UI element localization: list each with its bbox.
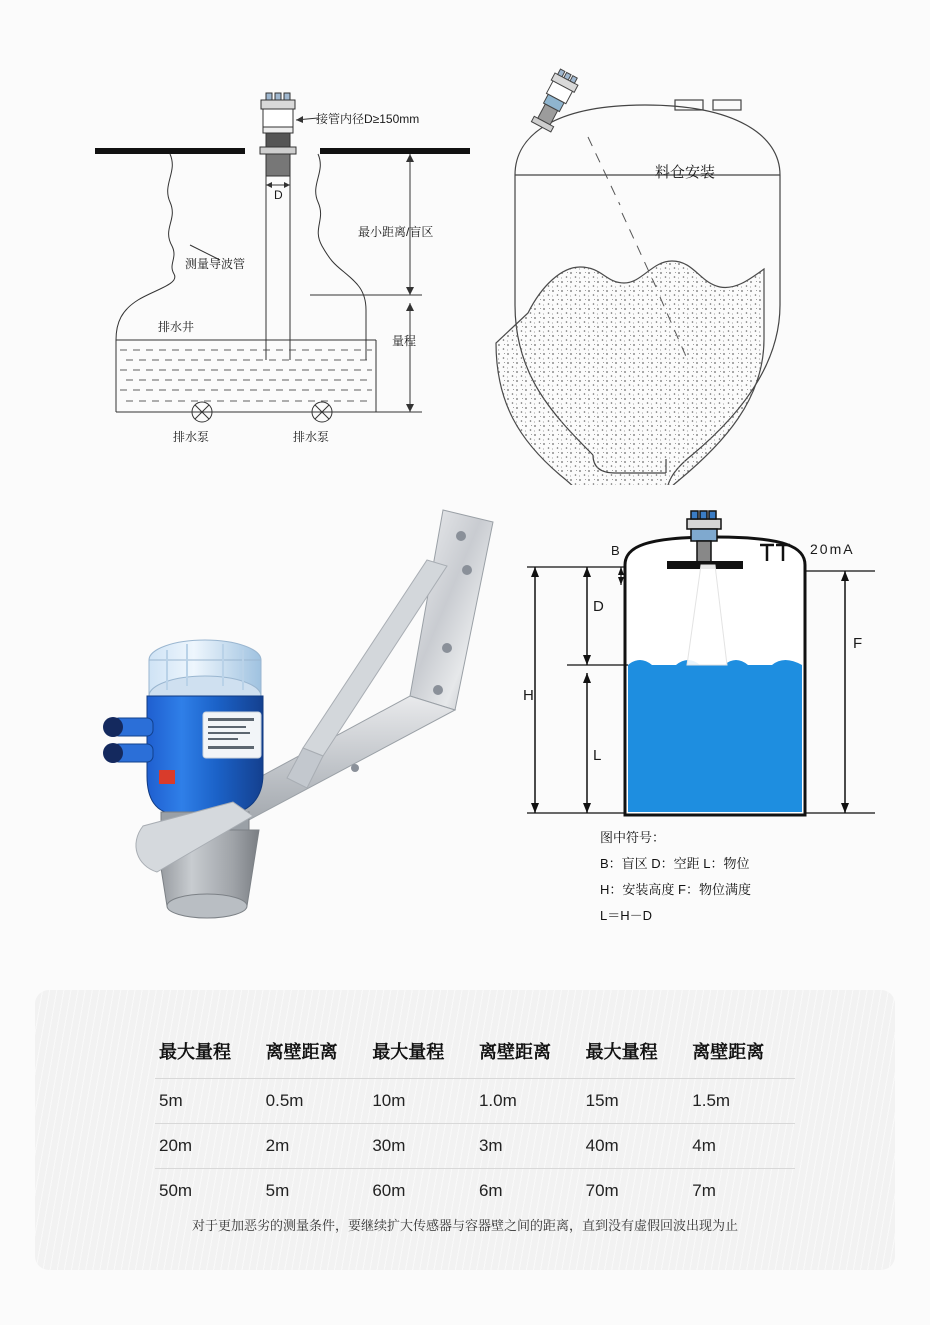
- table-footnote: 对于更加恶劣的测量条件，要继续扩大传感器与容器壁之间的距离，直到没有虚假回波出现为止: [191, 1218, 738, 1233]
- well-pump-right-label: 排水泵: [293, 430, 330, 444]
- legend-line-2: H：安装高度 F：物位满度: [600, 882, 751, 897]
- table-header-cell: 最大量程: [372, 1042, 445, 1062]
- tank-current-label: 20mA: [810, 541, 855, 557]
- figure-drainage-well: [70, 60, 490, 480]
- table-cell: 2m: [262, 1124, 369, 1169]
- spec-table-card: [35, 990, 895, 1270]
- well-guide-tube-label: 测量导波管: [185, 257, 246, 271]
- silo-title-label: 料仓安装: [655, 164, 716, 181]
- table-header-cell: 离壁距离: [265, 1042, 338, 1062]
- table-cell: 4m: [688, 1124, 795, 1169]
- well-name-label: 排水井: [158, 320, 195, 334]
- tank-b-label: B: [611, 543, 620, 558]
- figure-silo-installation: [470, 55, 900, 485]
- legend-line-3: L＝H－D: [600, 908, 653, 923]
- table-cell: 60m: [368, 1169, 475, 1214]
- table-header-cell: 最大量程: [159, 1042, 231, 1062]
- table-cell: 40m: [582, 1124, 689, 1169]
- legend-title: 图中符号：: [600, 830, 666, 845]
- table-cell: 0.5m: [262, 1079, 369, 1124]
- tank-d-label: D: [593, 598, 604, 615]
- table-row: [155, 1079, 795, 1124]
- table-cell: 5m: [262, 1169, 369, 1214]
- table-cell: 10m: [368, 1079, 475, 1124]
- table-header-row: [155, 1030, 795, 1079]
- table-cell: 20m: [155, 1124, 262, 1169]
- tank-f-label: F: [853, 635, 863, 652]
- tank-l-label: L: [593, 747, 602, 764]
- table-cell: 70m: [582, 1169, 689, 1214]
- table-cell: 5m: [155, 1079, 262, 1124]
- table-header-cell: 离壁距离: [478, 1042, 551, 1062]
- well-pipe-diameter-label: 接管内径D≥150mm: [316, 112, 420, 126]
- well-range-label: 量程: [392, 334, 417, 348]
- range-distance-table: [155, 1030, 795, 1213]
- table-cell: 1.0m: [475, 1079, 582, 1124]
- table-cell: 6m: [475, 1169, 582, 1214]
- well-dim-d-label: D: [274, 188, 283, 202]
- table-cell: 50m: [155, 1169, 262, 1214]
- table-cell: 3m: [475, 1124, 582, 1169]
- well-pump-left-label: 排水泵: [173, 430, 210, 444]
- table-cell: 7m: [688, 1169, 795, 1214]
- table-row: [155, 1169, 795, 1214]
- table-cell: 15m: [582, 1079, 689, 1124]
- table-cell: 1.5m: [688, 1079, 795, 1124]
- table-header-cell: 最大量程: [585, 1042, 658, 1062]
- well-blind-zone-label: 最小距离/盲区: [358, 225, 434, 239]
- table-cell: 30m: [368, 1124, 475, 1169]
- tank-h-label: H: [523, 687, 534, 704]
- figure-sensor-bracket-photo: [55, 500, 505, 920]
- symbol-legend: [600, 825, 751, 929]
- table-row: [155, 1124, 795, 1169]
- table-header-cell: 离壁距离: [692, 1042, 765, 1062]
- legend-line-1: B：盲区 D：空距 L：物位: [600, 856, 750, 871]
